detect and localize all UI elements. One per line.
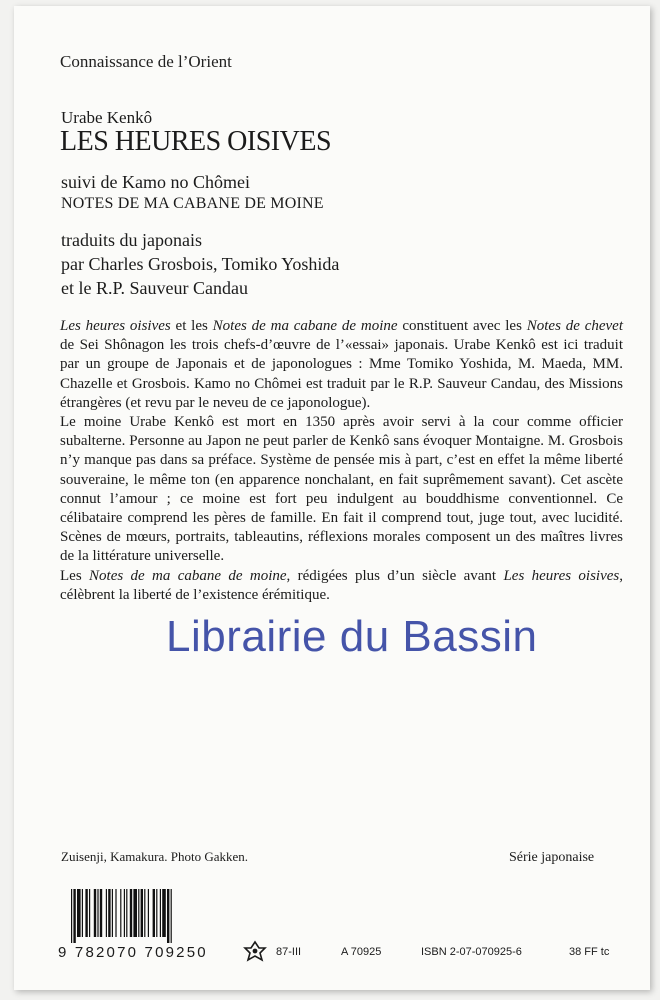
- blurb-paragraph: Les Notes de ma cabane de moine, rédigées plus d’un siècle avant Les heures oisives, célèbrent la liberté de l’existence érémitique.: [60, 567, 623, 603]
- translators-line: traduits du japonais: [61, 230, 202, 250]
- barcode-digits: 9 782070 709250: [58, 944, 208, 961]
- blurb-paragraph: Le moine Urabe Kenkô est mort en 1350 après avoir servi à la cour comme officier subalterne. Personne au Japon ne peut parler de Kenkô sans évoquer Montaigne. M. Grosbois n’y manque pas dans sa préface. Système de pensée mis à part, c’est en effet la même liberté souveraine, le même ton (en apparence nonchalant, en fait suprêmement savant). Cet ascète connut l’amour ; ce moine est fort peu indulgent au bouddhisme conventionnel. Ce célibataire comprend les pères de famille. En fait il comprend tout, juge tout, avec lucidité. Scènes de mœurs, portraits, tableautins, réflexions morales composent un des maîtres livres de la littérature universelle.: [60, 414, 623, 565]
- price: 38 FF tc: [569, 946, 610, 958]
- blurb-paragraph: Les heures oisives et les Notes de ma cabane de moine constituent avec les Notes de chevet de Sei Shônagon les trois chefs-d’œuvre de l’«essai» japonais. Urabe Kenkô est ici traduit par un groupe de Japonais et de japonologues : Mme Tomiko Yoshida, M. Maeda, MM. Chazelle et Grosbois. Kamo no Chômei est traduit par le R.P. Sauveur Candau, des Missions étrangères (et revu par le neveu de ce japonologue).: [60, 318, 623, 411]
- isbn: ISBN 2-07-070925-6: [421, 946, 522, 958]
- bookseller-watermark: Librairie du Bassin: [166, 612, 538, 661]
- book-title: LES HEURES OISIVES: [60, 126, 332, 157]
- translators-block: [61, 228, 339, 300]
- publisher-logo-icon: [243, 940, 267, 962]
- blurb-text: [60, 317, 623, 605]
- translators-line: par Charles Grosbois, Tomiko Yoshida: [61, 254, 340, 274]
- photo-credit: Zuisenji, Kamakura. Photo Gakken.: [61, 849, 249, 864]
- catalog-code: 87-III: [276, 946, 302, 958]
- series-name: Connaissance de l’Orient: [60, 52, 232, 71]
- followed-by-line: suivi de Kamo no Chômei: [61, 172, 250, 192]
- translators-line: et le R.P. Sauveur Candau: [61, 278, 248, 298]
- barcode: [69, 889, 209, 943]
- second-title: NOTES DE MA CABANE DE MOINE: [61, 195, 324, 212]
- reference-code: A 70925: [341, 946, 382, 958]
- series-label: Série japonaise: [509, 850, 595, 865]
- author-name: Urabe Kenkô: [61, 108, 153, 127]
